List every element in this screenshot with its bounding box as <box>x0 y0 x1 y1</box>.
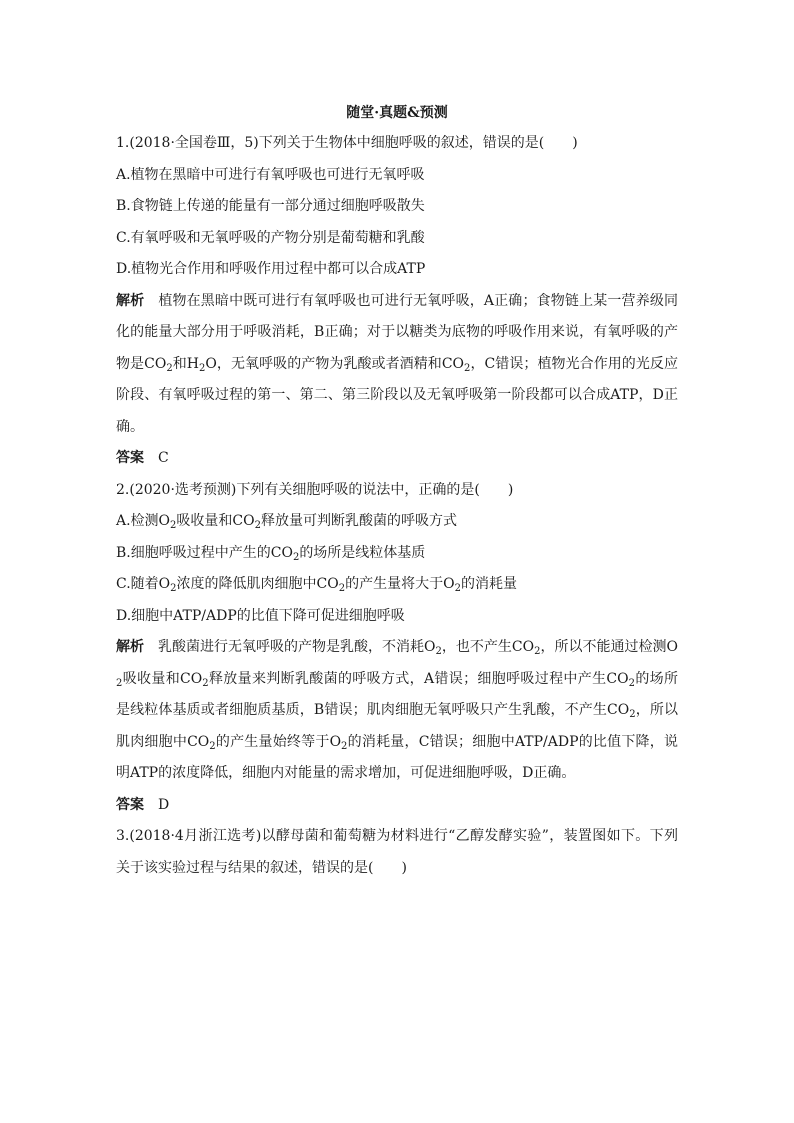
q1-option-b: B.食物链上传递的能量有一部分通过细胞呼吸散失 <box>116 198 425 214</box>
q2-option-d: D.细胞中ATP/ADP的比值下降可促进细胞呼吸 <box>116 607 405 624</box>
q1-answer <box>116 443 678 475</box>
q2-analysis-label: 解析 <box>116 639 145 655</box>
q1-option-d: D.植物光合作用和呼吸作用过程中都可以合成ATP <box>116 261 426 277</box>
section-title: 随堂·真题&预测 <box>346 105 448 121</box>
q2-option-c: C.随着$O_2$浓度的降低肌肉细胞中$CO_2$的产生量将大于$O_2$的消耗量 <box>116 576 517 594</box>
q2-option-b: B.细胞呼吸过程中产生的$CO_2$的场所是线粒体基质 <box>116 544 426 563</box>
q2-answer-label: 答案 <box>116 796 144 813</box>
q1-stem: 1.(2018·全国卷Ⅲ，5)下列关于生物体中细胞呼吸的叙述，错误的是( ) <box>116 135 578 151</box>
q1-analysis-label: 解析 <box>116 292 145 309</box>
q1-answer-label: 答案 <box>116 450 144 466</box>
document-page <box>116 98 678 884</box>
q1-option-a: A.植物在黑暗中可进行有氧呼吸也可进行无氧呼吸 <box>116 166 425 183</box>
q2-answer-value: D <box>158 796 170 813</box>
q2-stem: 2.(2020·选考预测)下列有关细胞呼吸的说法中，正确的是( ) <box>116 481 514 498</box>
q2-option-a: A.检测$O_2$吸收量和$CO_2$释放量可判断乳酸菌的呼吸方式 <box>116 513 457 531</box>
q2-answer <box>116 790 678 822</box>
q3-stem: 3.(2018·4月浙江选考)以酵母菌和葡萄糖为材料进行“乙醇发酵实验”，装置图如下。下列关于该实验过程与结果的叙述，错误的是( ) <box>116 828 678 876</box>
q2-analysis: 解析 乳酸菌进行无氧呼吸的产物是乳酸，不消耗$O_2$，也不产生$CO_2$，所以不能通过检测$O_2$吸收量和$CO_2$释放量来判断乳酸菌的呼吸方式，A错误；细胞呼吸过程中产生$CO_2$的场所是线粒体基质或者细胞质基质，B错误；肌肉细胞无氧呼吸只产生乳酸，不产生$CO_2$，所以肌肉细胞中$CO_2$的产生量始终等于$O_2$的消耗量，C错误；细胞中ATP/ADP的比值下降，说明ATP的浓度降低，细胞内对能量的需求增加，可促进细胞呼吸，D正确。 <box>116 639 678 781</box>
q1-answer-value: C <box>158 450 169 466</box>
q1-option-c: C.有氧呼吸和无氧呼吸的产物分别是葡萄糖和乳酸 <box>116 229 425 246</box>
q1-analysis: 解析 植物在黑暗中既可进行有氧呼吸也可进行无氧呼吸，A正确；食物链上某一营养级同化的能量大部分用于呼吸消耗，B正确；对于以糖类为底物的呼吸作用来说，有氧呼吸的产物是$CO_2$和$H_2O$，无氧呼吸的产物为乳酸或者酒精和$CO_2$，C错误；植物光合作用的光反应阶段、有氧呼吸过程的第一、第二、第三阶段以及无氧呼吸第一阶段都可以合成ATP，D正确。 <box>116 292 679 435</box>
